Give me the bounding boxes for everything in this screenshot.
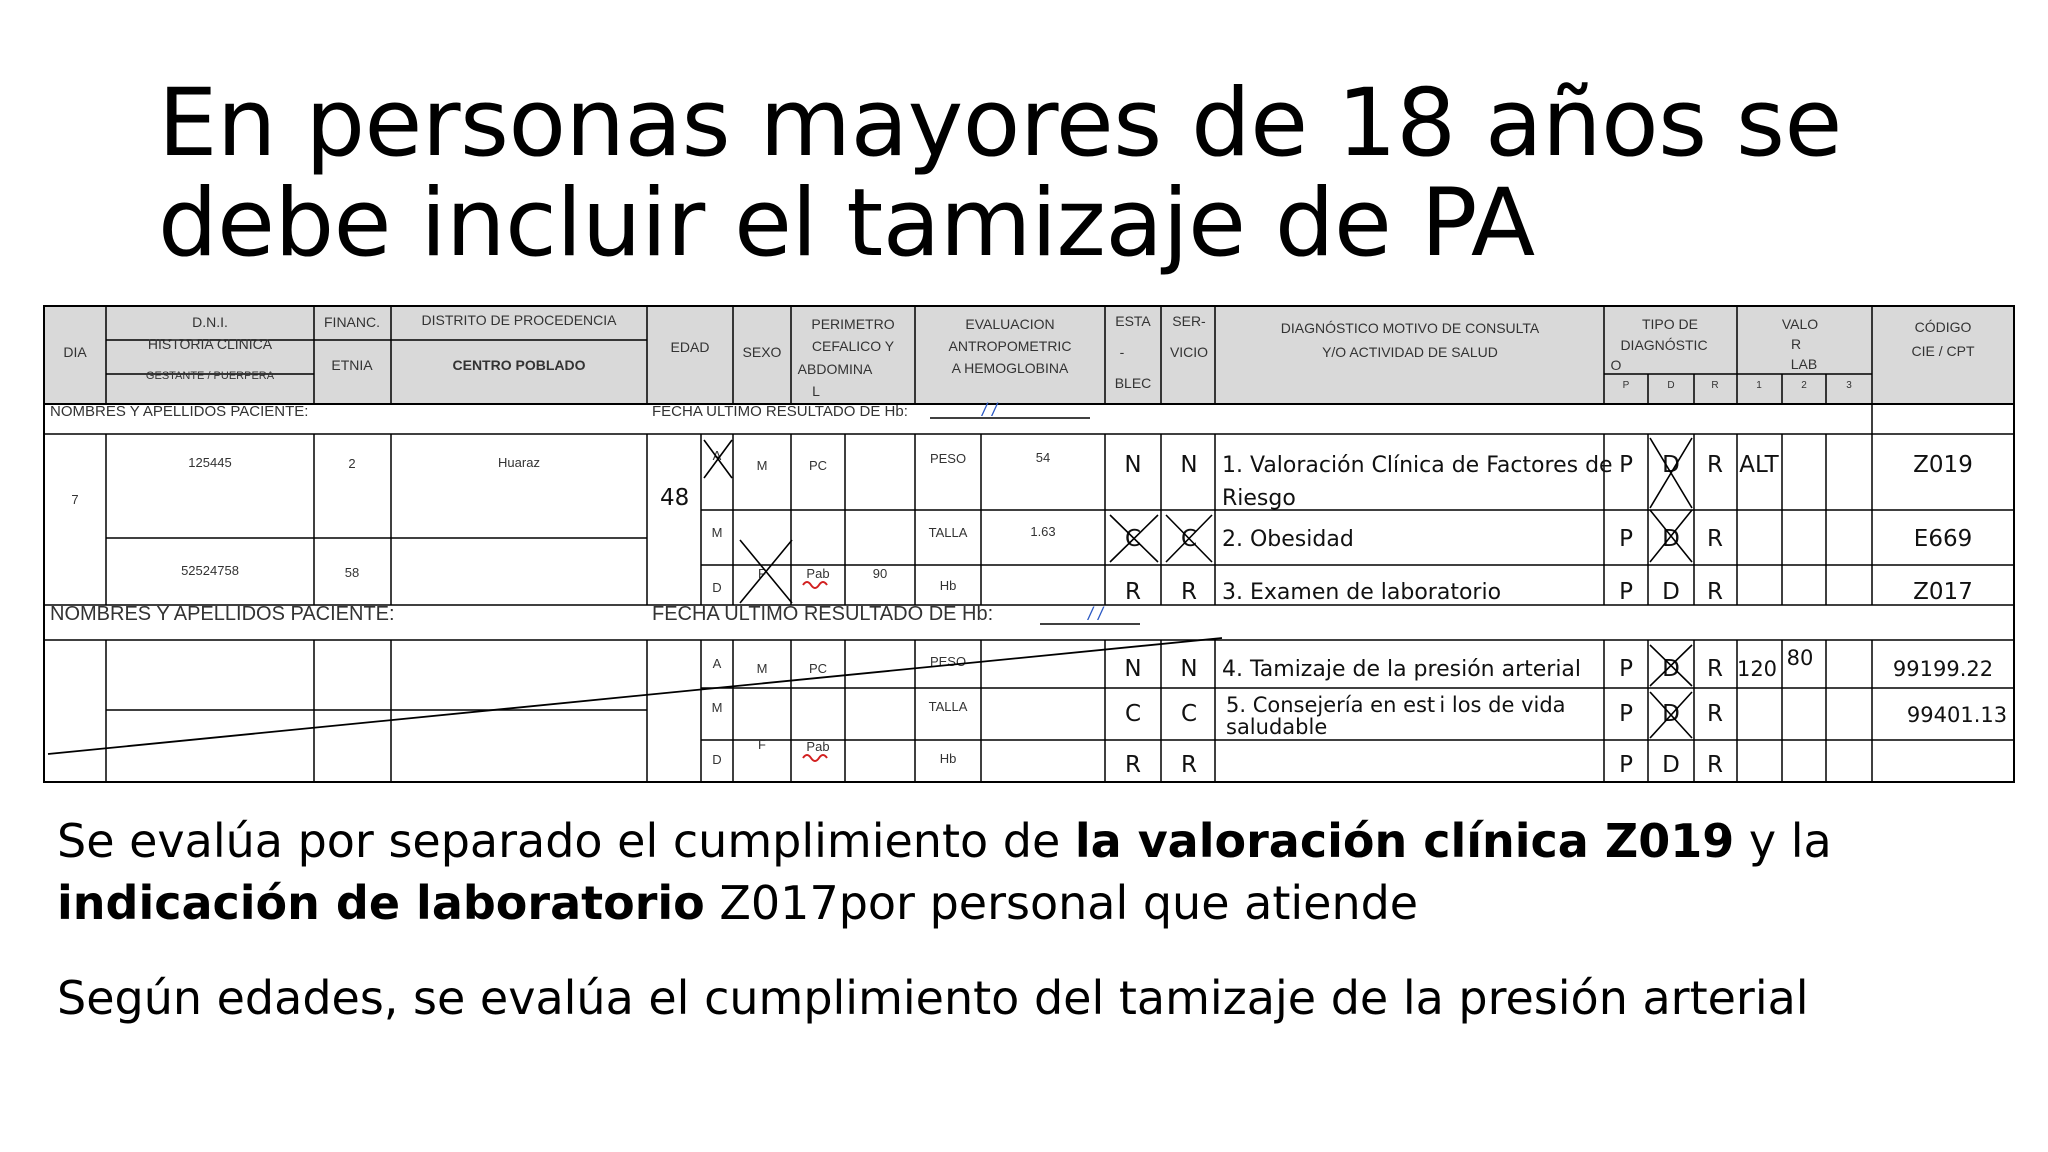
record2-row3-d: D [1662,752,1680,778]
header-esta-2: - [1119,344,1125,360]
paragraph-1-part-3: Z017por personal que atiende [704,876,1419,930]
header-etnia: ETNIA [331,357,373,373]
header-perimetro-4: L [812,383,820,399]
header-historia: HISTORIA CLINICA [147,336,273,352]
record2-row1-r: R [1707,656,1723,682]
header-serv-2: VICIO [1169,344,1209,360]
record1-row1-diag-2: Riesgo [1222,486,1296,511]
header-tipo-d: D [1667,380,1675,391]
header-serv-1: SER- [1172,313,1206,329]
patient-bar-2-names: NOMBRES Y APELLIDOS PACIENTE: [50,603,395,625]
record1-row3-diag: 3. Examen de laboratorio [1222,580,1502,605]
header-perimetro-3: ABDOMINA [797,361,873,377]
record2-age-a: A [712,656,722,671]
record2-row1-diag: 4. Tamizaje de la presión arterial [1222,657,1582,682]
record1-row3-p: P [1619,579,1633,605]
patient-bar-1-hb: FECHA ULTIMO RESULTADO DE Hb: [652,403,908,420]
paragraph-1-part-2: y la [1734,814,1832,868]
header-tipo-r: R [1711,380,1719,391]
record2-row2-serv: C [1180,701,1198,727]
record1-row2-d: D [1662,526,1680,552]
paragraph-1-bold-2: indicación de laboratorio [57,876,705,930]
record1-peso: PESO [929,451,967,466]
header-valor-3: LAB [1790,356,1818,372]
record1-pab: Pab [806,566,830,581]
record2-age-d: D [712,752,722,767]
record1-row2-serv: C [1180,526,1198,552]
header-valor-2: R [1790,336,1802,352]
record1-row3-serv: R [1181,579,1197,605]
header-perimetro-2: CEFALICO Y [811,338,895,354]
record1-dni: 125445 [188,455,232,470]
record2-row3-est: R [1125,752,1141,778]
record1-row1-serv: N [1180,452,1198,478]
record2-row2-code: 99401.13 [1906,703,2008,727]
record1-row2-p: P [1619,526,1633,552]
record2-row1-est: N [1124,656,1142,682]
record2-row2-est: C [1124,701,1142,727]
record1-sex-f: F [758,566,766,581]
record2-age-m: M [711,700,723,715]
header-centro: CENTRO POBLADO [452,357,586,373]
record1-age-a: A [712,448,722,463]
record2-row1-d: D [1662,656,1680,682]
patient-bar-2-hb: FECHA ULTIMO RESULTADO DE Hb: [652,603,994,625]
header-edad: EDAD [670,339,710,355]
record1-distrito: Huaraz [498,455,540,470]
record1-row3-est: R [1125,579,1141,605]
record1-talla-value: 1.63 [1030,524,1056,539]
strike-line [48,638,1222,754]
header-tipo-3: O [1610,357,1622,373]
record1-financ: 2 [348,456,356,471]
header-perimetro-1: PERIMETRO [811,316,895,332]
header-esta-1: ESTA [1115,313,1151,329]
header-esta-3: BLEC [1114,375,1152,391]
header-eval-2: ANTROPOMETRIC [948,338,1072,354]
header-dia: DIA [63,344,87,360]
record1-row1-p: P [1619,452,1633,478]
record1-row2-diag: 2. Obesidad [1222,527,1354,552]
record2-row1-p: P [1619,656,1633,682]
record2-talla: TALLA [928,699,968,714]
record2-sex-f: F [758,737,766,752]
header-diag-2: Y/O ACTIVIDAD DE SALUD [1322,344,1498,360]
header-distrito: DISTRITO DE PROCEDENCIA [421,312,617,328]
paragraph-1-part-1: Se evalúa por separado el cumplimiento de [57,814,1075,868]
record2-row2-d: D [1662,701,1680,727]
record2-row2-diag-2: saludable [1226,715,1328,739]
header-diag-1: DIAGNÓSTICO MOTIVO DE CONSULTA [1280,320,1540,336]
paragraph-2: Según edades, se evalúa el cumplimiento del tamizaje de la presión arterial [57,971,1809,1025]
paragraph-1-bold-1: la valoración clínica Z019 [1074,814,1735,868]
header-eval-3: A HEMOGLOBINA [951,360,1069,376]
patient-bar-2-hb-mark: / / [1088,604,1104,624]
record2-sex-m: M [756,661,768,676]
record1-row1-lab: ALT [1739,452,1779,478]
header-tipo-1: TIPO DE [1641,316,1699,332]
record1-hb: Hb [939,578,957,593]
header-tipo-2: DIAGNÓSTIC [1620,337,1708,353]
record1-row1-diag: 1. Valoración Clínica de Factores de [1222,453,1613,478]
record2-row1-lab2: 80 [1786,646,1814,670]
record2-row1-lab1: 120 [1736,657,1778,681]
record1-age-d: D [712,580,722,595]
header-cie-2: CIE / CPT [1911,343,1975,359]
header-sexo: SEXO [742,344,782,360]
header-cie-1: CÓDIGO [1914,319,1972,335]
record2-row3-r: R [1707,752,1723,778]
record1-historia: 52524758 [181,563,239,578]
header-financ: FINANC. [324,314,380,330]
header-tipo-p: P [1622,380,1630,391]
record2-row1-serv: N [1180,656,1198,682]
record1-row1-r: R [1707,452,1723,478]
record2-row1-code: 99199.22 [1892,657,1994,681]
title-line-2: debe incluir el tamizaje de PA [158,169,1535,278]
header-lab-3: 3 [1846,380,1852,391]
record1-pab-value: 90 [872,566,888,581]
record1-row3-code: Z017 [1913,579,1973,605]
record1-row2-est: C [1124,526,1142,552]
record1-peso-value: 54 [1035,450,1051,465]
record1-row2-r: R [1707,526,1723,552]
record2-row3-p: P [1619,752,1633,778]
record1-talla: TALLA [928,525,968,540]
record1-pc: PC [808,458,828,473]
record1-row3-r: R [1707,579,1723,605]
title-line-1: En personas mayores de 18 años se [158,69,1842,178]
paragraph-1 [57,810,2017,934]
header-eval-1: EVALUACION [965,316,1055,332]
patient-bar-1-names: NOMBRES Y APELLIDOS PACIENTE: [50,403,309,420]
record2-row2-p: P [1619,701,1633,727]
record1-sex-m: M [756,458,768,473]
record2-pab: Pab [806,739,830,754]
record2-peso: PESO [929,654,967,669]
record2-row3-serv: R [1181,752,1197,778]
record1-row2-code: E669 [1913,526,1973,552]
record1-age-m: M [711,525,723,540]
record1-edad: 48 [660,485,690,511]
header-lab-2: 2 [1801,380,1807,391]
record2-row2-diag: 5. Consejería en est i los de vida [1226,693,1566,717]
record2-pc: PC [808,661,828,676]
header-gestante: GESTANTE / PUERPERA [145,370,275,382]
header-lab-1: 1 [1756,380,1762,391]
record1-row3-d: D [1662,579,1680,605]
patient-bar-1-hb-mark: / / [982,400,998,420]
record1-row1-est: N [1124,452,1142,478]
header-dni: D.N.I. [192,314,228,330]
record2-hb: Hb [939,751,957,766]
record1-row1-code: Z019 [1913,452,1973,478]
record2-row2-r: R [1707,701,1723,727]
header-valor-1: VALO [1781,316,1819,332]
record1-dia: 7 [71,492,79,507]
record1-row1-d: D [1662,452,1680,478]
record1-etnia: 58 [344,565,360,580]
